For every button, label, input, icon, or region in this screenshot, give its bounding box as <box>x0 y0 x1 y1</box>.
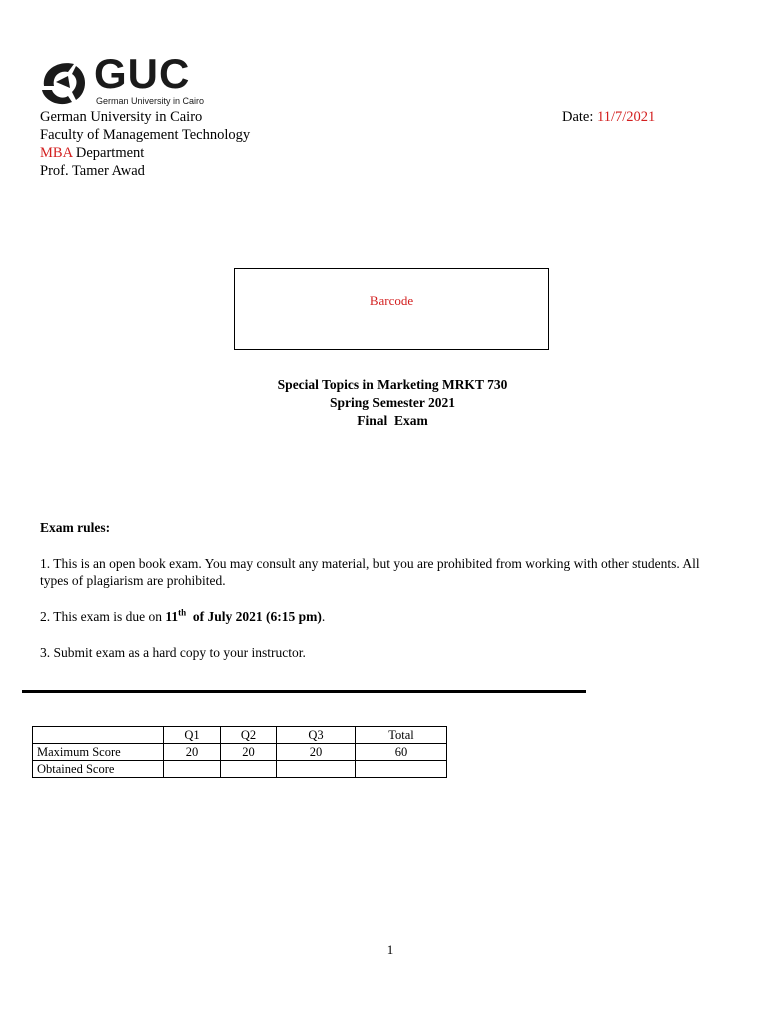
row-label-obtained-score: Obtained Score <box>33 761 164 778</box>
rule-2-due: of July 2021 (6:15 pm) <box>186 609 322 624</box>
barcode-label: Barcode <box>369 293 414 308</box>
guc-logo <box>38 50 205 108</box>
column-header-q3: Q3 <box>277 727 356 744</box>
obtained-score-q2[interactable] <box>221 761 277 778</box>
page-number: 1 <box>386 942 394 957</box>
date-value: 11/7/2021 <box>597 109 656 125</box>
table-row <box>33 744 447 761</box>
obtained-score-total[interactable] <box>356 761 447 778</box>
rule-2-day: 11 <box>165 609 179 624</box>
obtained-score-q1[interactable] <box>164 761 221 778</box>
course-title: Special Topics in Marketing MRKT 730 <box>277 377 508 392</box>
rule-2-prefix: 2. This exam is due on <box>40 609 166 624</box>
logo-subtitle: German University in Cairo <box>96 96 205 106</box>
max-score-q1: 20 <box>164 744 221 761</box>
exam-rules-heading: Exam rules: <box>40 520 111 535</box>
column-header-total: Total <box>356 727 447 744</box>
row-label-maximum-score: Maximum Score <box>33 744 164 761</box>
section-divider <box>22 690 586 693</box>
rule-1: 1. This is an open book exam. You may consult any material, but you are prohibited from working with other students. All types of plagiarism are prohibited. <box>40 556 700 588</box>
max-score-q2: 20 <box>221 744 277 761</box>
max-score-total: 60 <box>356 744 447 761</box>
date-label: Date: <box>562 109 598 125</box>
exam-type: Final Exam <box>357 413 428 428</box>
department-highlight: MBA <box>40 145 73 161</box>
exam-title-block <box>200 376 585 430</box>
rule-2 <box>40 608 730 625</box>
table-corner-cell <box>33 727 164 744</box>
obtained-score-q3[interactable] <box>277 761 356 778</box>
logo-wordmark: GUC <box>94 50 191 97</box>
guc-emblem-icon <box>38 56 90 108</box>
department-rest: Department <box>72 145 145 161</box>
barcode-box <box>234 268 549 350</box>
professor-name: Prof. Tamer Awad <box>40 163 145 179</box>
score-table <box>32 726 447 778</box>
table-row <box>33 761 447 778</box>
max-score-q3: 20 <box>277 744 356 761</box>
exam-date <box>562 108 655 126</box>
semester-title: Spring Semester 2021 <box>330 395 455 410</box>
rule-2-suffix: th <box>178 607 187 618</box>
university-name: German University in Cairo <box>40 109 203 125</box>
faculty-name: Faculty of Management Technology <box>40 127 251 143</box>
score-table-header-row <box>33 727 447 744</box>
column-header-q1: Q1 <box>164 727 221 744</box>
rule-2-end: . <box>321 609 326 624</box>
rule-3: 3. Submit exam as a hard copy to your instructor. <box>40 645 306 660</box>
department-line <box>40 144 144 162</box>
column-header-q2: Q2 <box>221 727 277 744</box>
